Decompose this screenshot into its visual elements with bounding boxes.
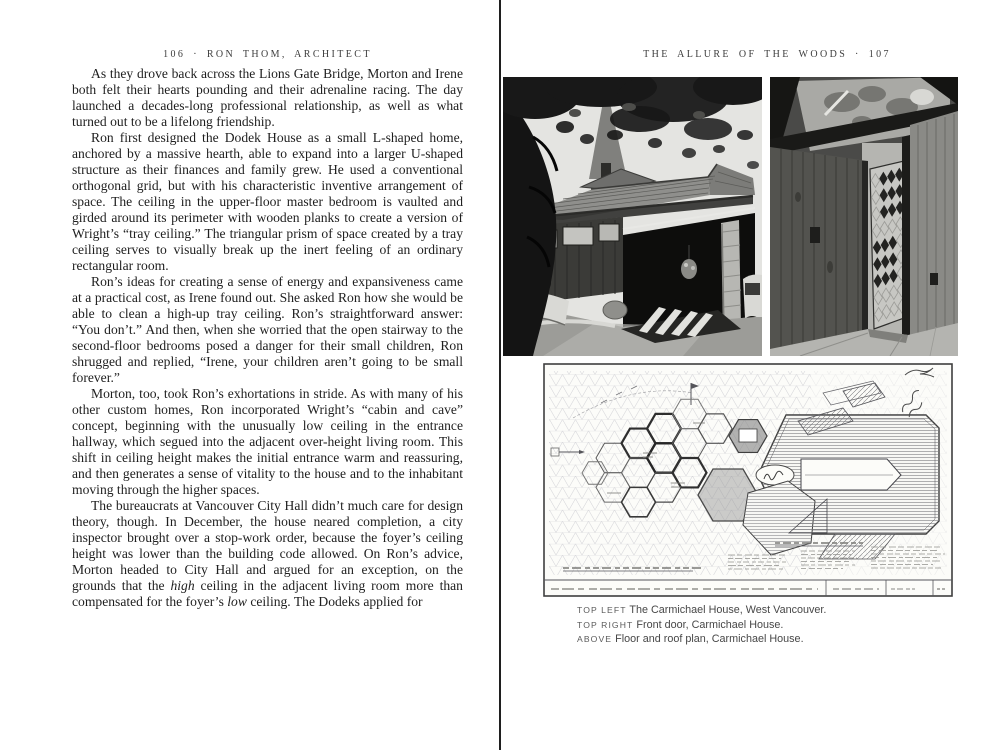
paragraph: The bureaucrats at Vancouver City Hall didn’t much care for design theory, though. In December, the house neared completion, a city inspector brought over a stop-work order, because the foyer’s ceiling height was lower than the building code allowed. On Ron’s advice, Morton headed to City Hall and argued for an exception, on the grounds that the high ceiling in the adjacent living room more than compensated for the foyer’s low ceiling. The Dodeks applied for <box>72 498 463 609</box>
photo-house-exterior <box>503 77 762 356</box>
caption-block <box>577 603 826 647</box>
paragraph: As they drove back across the Lions Gate Bridge, Morton and Irene both felt their hearts pounding and their adrenaline racing. The day launched a decades-long professional relationship, as well as what turned out to be a lifelong friendship. <box>72 66 463 129</box>
caption-line <box>577 603 826 618</box>
caption-position-label: TOP LEFT <box>577 605 627 615</box>
paragraph: Morton, too, took Ron’s exhortations in stride. As with many of his other custom homes, Ron incorporated Wright’s “cabin and cave” concept, beginning with the unusually low ceiling in the entrance hallway, which segued into the adjacent over-height living room. This shift in ceiling height makes the initial entrance warm and reassuring, and then generates a sense of vitality to the house and to the inhabitant moving through the higher spaces. <box>72 386 463 497</box>
paragraph: Ron first designed the Dodek House as a small L-shaped home, anchored by a massive hearth, able to expand into a larger U-shaped structure as their finances and family grew. He used a conventional orthogonal grid, but with his characteristic inventive arrangement of space. The ceiling in the upper-floor master bedroom is vaulted and girded around its perimeter with wooden planks to create a version of Wright’s “tray ceiling.” The triangular prism of space created by a tray ceiling serves to visually break up the inert feeling of an ordinary rectangular room. <box>72 130 463 273</box>
caption-position-label: ABOVE <box>577 634 613 645</box>
floor-roof-plan-illustration <box>543 363 953 597</box>
photo-front-door <box>770 77 958 356</box>
paragraph: Ron’s ideas for creating a sense of energy and expansiveness came at a practical cost, as Irene found out. She asked Ron how she would be able to clean a high-up tray ceiling. Ron’s straightforward answer: “You don’t.” And then, when she worried that the open stairway to the second-floor bedrooms posed a danger for their small children, Ron shrugged and replied, “Irene, your children aren’t going to be small forever.” <box>72 274 463 385</box>
caption-text: Front door, Carmichael House. <box>633 618 784 631</box>
caption-line <box>577 632 826 647</box>
body-text-column <box>72 66 463 610</box>
caption-text: Floor and roof plan, Carmichael House. <box>612 633 804 646</box>
caption-line <box>577 618 826 633</box>
house-exterior-illustration <box>503 77 762 356</box>
page-divider <box>499 0 501 750</box>
caption-position-label: TOP RIGHT <box>577 619 634 630</box>
right-running-head: THE ALLURE OF THE WOODS · 107 <box>643 49 891 60</box>
left-running-head: 106 · RON THOM, ARCHITECT <box>163 49 372 60</box>
front-door-illustration <box>770 77 958 356</box>
floor-plan-drawing <box>543 363 953 597</box>
caption-text: The Carmichael House, West Vancouver. <box>626 604 827 616</box>
